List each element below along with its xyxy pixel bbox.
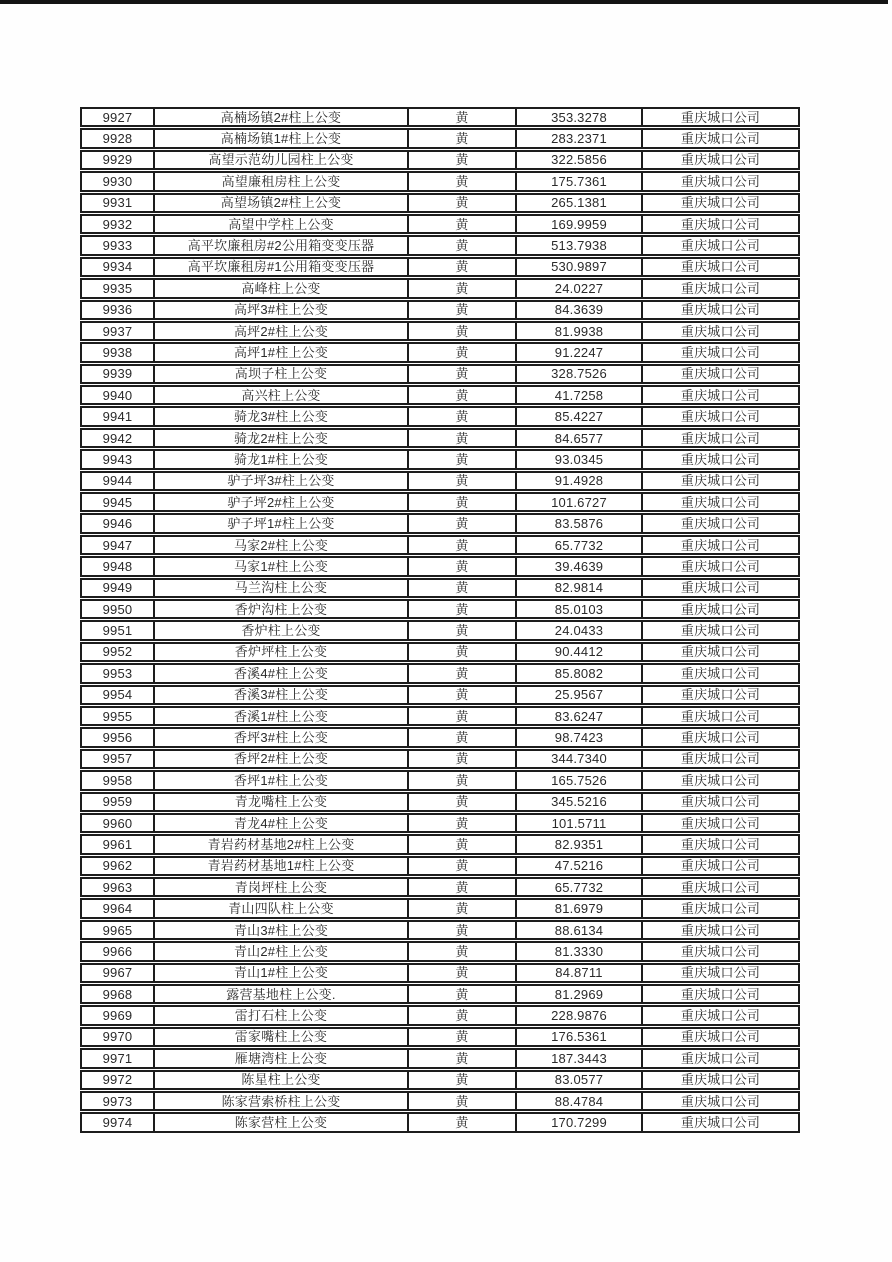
cell-load-value: 170.7299: [517, 1114, 643, 1130]
cell-load-value: 85.4227: [517, 408, 643, 424]
cell-row-id: 9953: [82, 665, 155, 681]
table-row: [80, 984, 800, 1004]
cell-transformer-name: 骑龙3#柱上公变: [155, 408, 409, 424]
cell-load-value: 88.6134: [517, 922, 643, 938]
table-row: [80, 663, 800, 683]
cell-row-id: 9947: [82, 537, 155, 553]
cell-load-value: 83.6247: [517, 708, 643, 724]
table-row: [80, 813, 800, 833]
cell-row-id: 9955: [82, 708, 155, 724]
cell-load-value: 24.0227: [517, 280, 643, 296]
cell-transformer-name: 雷打石柱上公变: [155, 1007, 409, 1023]
cell-row-id: 9962: [82, 858, 155, 874]
cell-transformer-name: 高平坎廉租房#2公用箱变变压器: [155, 237, 409, 253]
cell-load-value: 25.9567: [517, 687, 643, 703]
cell-load-value: 513.7938: [517, 237, 643, 253]
cell-transformer-name: 高望中学柱上公变: [155, 216, 409, 232]
cell-status-color: 黄: [409, 1093, 517, 1109]
table-row: [80, 920, 800, 940]
table-row: [80, 620, 800, 640]
cell-transformer-name: 陈家营索桥柱上公变: [155, 1093, 409, 1109]
cell-row-id: 9950: [82, 601, 155, 617]
cell-status-color: 黄: [409, 687, 517, 703]
cell-transformer-name: 雁塘湾柱上公变: [155, 1050, 409, 1066]
cell-status-color: 黄: [409, 152, 517, 168]
cell-row-id: 9963: [82, 879, 155, 895]
cell-company: 重庆城口公司: [680, 344, 761, 360]
cell-row-id: 9966: [82, 943, 155, 959]
cell-row-id: 9942: [82, 430, 155, 446]
cell-status-color: 黄: [409, 922, 517, 938]
cell-load-value: 165.7526: [517, 772, 643, 788]
cell-row-id: 9973: [82, 1093, 155, 1109]
cell-status-color: 黄: [409, 302, 517, 318]
table-row: [80, 1048, 800, 1068]
cell-row-id: 9948: [82, 558, 155, 574]
cell-company: 重庆城口公司: [680, 687, 761, 703]
table-row: [80, 941, 800, 961]
cell-load-value: 41.7258: [517, 387, 643, 403]
cell-row-id: 9951: [82, 622, 155, 638]
cell-load-value: 187.3443: [517, 1050, 643, 1066]
cell-company: 重庆城口公司: [680, 195, 761, 211]
cell-company: 重庆城口公司: [680, 537, 761, 553]
cell-row-id: 9938: [82, 344, 155, 360]
table-row: [80, 278, 800, 298]
cell-status-color: 黄: [409, 173, 517, 189]
cell-status-color: 黄: [409, 665, 517, 681]
cell-load-value: 328.7526: [517, 366, 643, 382]
cell-status-color: 黄: [409, 1007, 517, 1023]
table-row: [80, 428, 800, 448]
cell-transformer-name: 马家1#柱上公变: [155, 558, 409, 574]
cell-load-value: 91.4928: [517, 473, 643, 489]
cell-row-id: 9946: [82, 515, 155, 531]
cell-row-id: 9958: [82, 772, 155, 788]
cell-transformer-name: 高峰柱上公变: [155, 280, 409, 296]
cell-status-color: 黄: [409, 558, 517, 574]
cell-transformer-name: 香坪1#柱上公变: [155, 772, 409, 788]
cell-load-value: 93.0345: [517, 451, 643, 467]
cell-row-id: 9927: [82, 109, 155, 125]
scan-edge-bar: [0, 0, 888, 4]
cell-status-color: 黄: [409, 109, 517, 125]
cell-load-value: 84.8711: [517, 965, 643, 981]
cell-transformer-name: 青山四队柱上公变: [155, 900, 409, 916]
table-row: [80, 235, 800, 255]
table-row: [80, 492, 800, 512]
cell-transformer-name: 青岩药材基地1#柱上公变: [155, 858, 409, 874]
cell-status-color: 黄: [409, 708, 517, 724]
cell-transformer-name: 高兴柱上公变: [155, 387, 409, 403]
table-row: [80, 556, 800, 576]
cell-status-color: 黄: [409, 280, 517, 296]
cell-status-color: 黄: [409, 601, 517, 617]
cell-row-id: 9961: [82, 836, 155, 852]
cell-company: 重庆城口公司: [680, 901, 761, 917]
cell-status-color: 黄: [409, 216, 517, 232]
cell-company: 重庆城口公司: [680, 665, 761, 681]
cell-transformer-name: 青岩药材基地2#柱上公变: [155, 836, 409, 852]
cell-transformer-name: 驴子坪3#柱上公变: [155, 473, 409, 489]
cell-company: 重庆城口公司: [680, 302, 761, 318]
cell-status-color: 黄: [409, 729, 517, 745]
cell-row-id: 9972: [82, 1072, 155, 1088]
cell-status-color: 黄: [409, 751, 517, 767]
cell-load-value: 24.0433: [517, 622, 643, 638]
cell-row-id: 9954: [82, 687, 155, 703]
cell-row-id: 9944: [82, 473, 155, 489]
table-row: [80, 364, 800, 384]
cell-row-id: 9929: [82, 152, 155, 168]
cell-status-color: 黄: [409, 900, 517, 916]
cell-status-color: 黄: [409, 858, 517, 874]
cell-company: 重庆城口公司: [680, 815, 761, 831]
cell-status-color: 黄: [409, 237, 517, 253]
cell-row-id: 9943: [82, 451, 155, 467]
table-row: [80, 727, 800, 747]
cell-row-id: 9937: [82, 323, 155, 339]
cell-transformer-name: 陈家营柱上公变: [155, 1114, 409, 1130]
table-row: [80, 449, 800, 469]
cell-load-value: 65.7732: [517, 537, 643, 553]
cell-company: 重庆城口公司: [680, 751, 761, 767]
table-row: [80, 171, 800, 191]
cell-status-color: 黄: [409, 408, 517, 424]
cell-transformer-name: 香坪3#柱上公变: [155, 729, 409, 745]
cell-row-id: 9934: [82, 259, 155, 275]
cell-transformer-name: 马家2#柱上公变: [155, 537, 409, 553]
cell-row-id: 9931: [82, 195, 155, 211]
table-row: [80, 321, 800, 341]
cell-transformer-name: 驴子坪2#柱上公变: [155, 494, 409, 510]
cell-company: 重庆城口公司: [680, 173, 761, 189]
table-row: [80, 898, 800, 918]
table-row: [80, 471, 800, 491]
cell-status-color: 黄: [409, 537, 517, 553]
table-row: [80, 749, 800, 769]
cell-row-id: 9971: [82, 1050, 155, 1066]
cell-company: 重庆城口公司: [680, 238, 761, 254]
cell-row-id: 9939: [82, 366, 155, 382]
cell-company: 重庆城口公司: [680, 965, 761, 981]
cell-transformer-name: 青山1#柱上公变: [155, 965, 409, 981]
cell-row-id: 9932: [82, 216, 155, 232]
cell-company: 重庆城口公司: [680, 772, 761, 788]
cell-row-id: 9969: [82, 1007, 155, 1023]
cell-transformer-name: 骑龙2#柱上公变: [155, 430, 409, 446]
cell-company: 重庆城口公司: [680, 879, 761, 895]
table-row: [80, 578, 800, 598]
cell-transformer-name: 青山2#柱上公变: [155, 943, 409, 959]
cell-status-color: 黄: [409, 815, 517, 831]
cell-load-value: 353.3278: [517, 109, 643, 125]
cell-company: 重庆城口公司: [680, 152, 761, 168]
cell-company: 重庆城口公司: [680, 644, 761, 660]
cell-load-value: 169.9959: [517, 216, 643, 232]
table-row: [80, 385, 800, 405]
cell-row-id: 9959: [82, 794, 155, 810]
cell-load-value: 65.7732: [517, 879, 643, 895]
cell-row-id: 9956: [82, 729, 155, 745]
cell-load-value: 90.4412: [517, 644, 643, 660]
cell-company: 重庆城口公司: [680, 986, 761, 1002]
cell-row-id: 9970: [82, 1029, 155, 1045]
cell-transformer-name: 雷家嘴柱上公变: [155, 1029, 409, 1045]
cell-load-value: 81.6979: [517, 900, 643, 916]
cell-status-color: 黄: [409, 794, 517, 810]
table-row: [80, 535, 800, 555]
table-row: [80, 599, 800, 619]
cell-row-id: 9952: [82, 644, 155, 660]
table-row: [80, 834, 800, 854]
table-row: [80, 1027, 800, 1047]
table-row: [80, 770, 800, 790]
cell-row-id: 9960: [82, 815, 155, 831]
cell-transformer-name: 香溪3#柱上公变: [155, 687, 409, 703]
cell-company: 重庆城口公司: [680, 216, 761, 232]
cell-row-id: 9967: [82, 965, 155, 981]
cell-load-value: 84.3639: [517, 302, 643, 318]
table-row: [80, 128, 800, 148]
cell-transformer-name: 香溪4#柱上公变: [155, 665, 409, 681]
cell-company: 重庆城口公司: [680, 494, 761, 510]
table-row: [80, 300, 800, 320]
cell-company: 重庆城口公司: [680, 794, 761, 810]
cell-company: 重庆城口公司: [680, 1029, 761, 1045]
cell-load-value: 82.9351: [517, 836, 643, 852]
cell-company: 重庆城口公司: [680, 580, 761, 596]
cell-status-color: 黄: [409, 259, 517, 275]
cell-transformer-name: 马兰沟柱上公变: [155, 580, 409, 596]
cell-transformer-name: 香炉柱上公变: [155, 622, 409, 638]
cell-status-color: 黄: [409, 1072, 517, 1088]
cell-row-id: 9968: [82, 986, 155, 1002]
cell-company: 重庆城口公司: [680, 601, 761, 617]
cell-load-value: 39.4639: [517, 558, 643, 574]
cell-company: 重庆城口公司: [680, 323, 761, 339]
cell-load-value: 84.6577: [517, 430, 643, 446]
transformer-table: [80, 107, 800, 1134]
cell-status-color: 黄: [409, 344, 517, 360]
table-row: [80, 1005, 800, 1025]
cell-company: 重庆城口公司: [680, 516, 761, 532]
cell-row-id: 9941: [82, 408, 155, 424]
cell-company: 重庆城口公司: [680, 451, 761, 467]
cell-load-value: 101.6727: [517, 494, 643, 510]
cell-status-color: 黄: [409, 323, 517, 339]
cell-load-value: 88.4784: [517, 1093, 643, 1109]
cell-load-value: 176.5361: [517, 1029, 643, 1045]
cell-transformer-name: 高平坎廉租房#1公用箱变变压器: [155, 259, 409, 275]
cell-row-id: 9945: [82, 494, 155, 510]
cell-row-id: 9949: [82, 580, 155, 596]
cell-transformer-name: 露营基地柱上公变.: [155, 986, 409, 1002]
cell-load-value: 81.3330: [517, 943, 643, 959]
cell-transformer-name: 高坪1#柱上公变: [155, 344, 409, 360]
cell-row-id: 9935: [82, 280, 155, 296]
cell-company: 重庆城口公司: [680, 558, 761, 574]
cell-company: 重庆城口公司: [680, 131, 761, 147]
cell-load-value: 228.9876: [517, 1007, 643, 1023]
cell-transformer-name: 青山3#柱上公变: [155, 922, 409, 938]
table-row: [80, 642, 800, 662]
cell-transformer-name: 青岗坪柱上公变: [155, 879, 409, 895]
cell-status-color: 黄: [409, 451, 517, 467]
cell-transformer-name: 陈星柱上公变: [155, 1072, 409, 1088]
cell-transformer-name: 高坪3#柱上公变: [155, 302, 409, 318]
table-row: [80, 1070, 800, 1090]
cell-status-color: 黄: [409, 580, 517, 596]
table-row: [80, 1112, 800, 1132]
cell-status-color: 黄: [409, 1050, 517, 1066]
cell-load-value: 98.7423: [517, 729, 643, 745]
cell-transformer-name: 高望示范幼儿园柱上公变: [155, 152, 409, 168]
cell-load-value: 82.9814: [517, 580, 643, 596]
cell-transformer-name: 高楠场镇2#柱上公变: [155, 109, 409, 125]
cell-status-color: 黄: [409, 130, 517, 146]
cell-company: 重庆城口公司: [680, 623, 761, 639]
cell-company: 重庆城口公司: [680, 836, 761, 852]
cell-load-value: 47.5216: [517, 858, 643, 874]
cell-status-color: 黄: [409, 494, 517, 510]
cell-company: 重庆城口公司: [680, 366, 761, 382]
cell-load-value: 101.5711: [517, 815, 643, 831]
cell-row-id: 9930: [82, 173, 155, 189]
cell-row-id: 9965: [82, 922, 155, 938]
table-row: [80, 214, 800, 234]
cell-status-color: 黄: [409, 836, 517, 852]
cell-company: 重庆城口公司: [680, 1093, 761, 1109]
cell-status-color: 黄: [409, 986, 517, 1002]
cell-row-id: 9957: [82, 751, 155, 767]
cell-status-color: 黄: [409, 366, 517, 382]
cell-company: 重庆城口公司: [680, 280, 761, 296]
table-row: [80, 706, 800, 726]
cell-load-value: 344.7340: [517, 751, 643, 767]
cell-transformer-name: 香炉沟柱上公变: [155, 601, 409, 617]
table-row: [80, 685, 800, 705]
cell-row-id: 9940: [82, 387, 155, 403]
cell-status-color: 黄: [409, 1114, 517, 1130]
cell-load-value: 83.0577: [517, 1072, 643, 1088]
cell-status-color: 黄: [409, 195, 517, 211]
cell-transformer-name: 香溪1#柱上公变: [155, 708, 409, 724]
cell-transformer-name: 高楠场镇1#柱上公变: [155, 130, 409, 146]
cell-load-value: 81.2969: [517, 986, 643, 1002]
cell-load-value: 283.2371: [517, 130, 643, 146]
table-row: [80, 257, 800, 277]
cell-status-color: 黄: [409, 387, 517, 403]
cell-status-color: 黄: [409, 943, 517, 959]
table-row: [80, 877, 800, 897]
cell-company: 重庆城口公司: [680, 387, 761, 403]
cell-company: 重庆城口公司: [680, 473, 761, 489]
table-row: [80, 792, 800, 812]
cell-load-value: 530.9897: [517, 259, 643, 275]
cell-status-color: 黄: [409, 1029, 517, 1045]
cell-load-value: 81.9938: [517, 323, 643, 339]
cell-load-value: 175.7361: [517, 173, 643, 189]
cell-status-color: 黄: [409, 473, 517, 489]
cell-load-value: 265.1381: [517, 195, 643, 211]
cell-transformer-name: 高望廉租房柱上公变: [155, 173, 409, 189]
cell-transformer-name: 香炉坪柱上公变: [155, 644, 409, 660]
cell-company: 重庆城口公司: [680, 259, 761, 275]
table-row: [80, 150, 800, 170]
cell-company: 重庆城口公司: [680, 430, 761, 446]
cell-company: 重庆城口公司: [680, 730, 761, 746]
cell-transformer-name: 高坝子柱上公变: [155, 366, 409, 382]
cell-status-color: 黄: [409, 622, 517, 638]
cell-company: 重庆城口公司: [680, 1050, 761, 1066]
cell-row-id: 9964: [82, 900, 155, 916]
cell-transformer-name: 高坪2#柱上公变: [155, 323, 409, 339]
cell-company: 重庆城口公司: [680, 409, 761, 425]
cell-status-color: 黄: [409, 430, 517, 446]
cell-status-color: 黄: [409, 879, 517, 895]
table-row: [80, 107, 800, 127]
table-row: [80, 963, 800, 983]
cell-load-value: 345.5216: [517, 794, 643, 810]
cell-load-value: 85.0103: [517, 601, 643, 617]
cell-row-id: 9974: [82, 1114, 155, 1130]
table-row: [80, 856, 800, 876]
cell-row-id: 9933: [82, 237, 155, 253]
cell-status-color: 黄: [409, 772, 517, 788]
table-row: [80, 1091, 800, 1111]
cell-company: 重庆城口公司: [680, 1072, 761, 1088]
cell-transformer-name: 高望场镇2#柱上公变: [155, 195, 409, 211]
cell-company: 重庆城口公司: [680, 922, 761, 938]
cell-row-id: 9928: [82, 130, 155, 146]
cell-status-color: 黄: [409, 965, 517, 981]
table-row: [80, 513, 800, 533]
cell-load-value: 83.5876: [517, 515, 643, 531]
cell-row-id: 9936: [82, 302, 155, 318]
cell-transformer-name: 驴子坪1#柱上公变: [155, 515, 409, 531]
table-row: [80, 193, 800, 213]
cell-company: 重庆城口公司: [680, 1115, 761, 1131]
cell-transformer-name: 青龙嘴柱上公变: [155, 794, 409, 810]
cell-company: 重庆城口公司: [680, 708, 761, 724]
cell-transformer-name: 青龙4#柱上公变: [155, 815, 409, 831]
cell-transformer-name: 香坪2#柱上公变: [155, 751, 409, 767]
cell-company: 重庆城口公司: [680, 109, 761, 125]
cell-company: 重庆城口公司: [680, 943, 761, 959]
cell-company: 重庆城口公司: [680, 1008, 761, 1024]
cell-status-color: 黄: [409, 644, 517, 660]
cell-status-color: 黄: [409, 515, 517, 531]
cell-load-value: 85.8082: [517, 665, 643, 681]
cell-company: 重庆城口公司: [680, 858, 761, 874]
cell-transformer-name: 骑龙1#柱上公变: [155, 451, 409, 467]
cell-load-value: 322.5856: [517, 152, 643, 168]
table-row: [80, 342, 800, 362]
table-row: [80, 406, 800, 426]
cell-load-value: 91.2247: [517, 344, 643, 360]
